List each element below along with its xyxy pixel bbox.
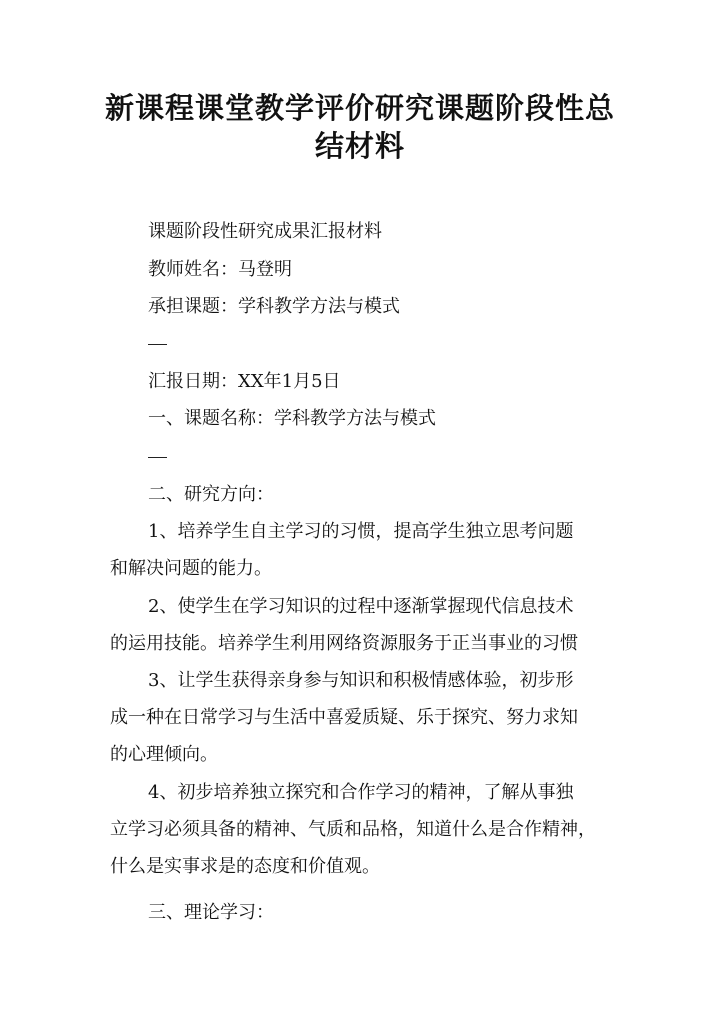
section-3-heading: 三、理论学习： bbox=[148, 902, 274, 923]
document-title-line-1: 新课程课堂教学评价研究课题阶段性总 bbox=[104, 91, 615, 125]
item-4-line-1: 4、初步培养独立探究和合作学习的精神，了解从事独 bbox=[148, 782, 574, 803]
item-4-line-3: 什么是实事求是的态度和价值观。 bbox=[110, 856, 380, 877]
document-title-line-2: 结材料 bbox=[314, 129, 405, 163]
section-2-heading: 二、研究方向： bbox=[148, 484, 274, 505]
item-3-line-3: 的心理倾向。 bbox=[110, 744, 218, 765]
item-1-line-2: 和解决问题的能力。 bbox=[110, 558, 272, 579]
project-name: 承担课题：学科教学方法与模式 bbox=[148, 296, 400, 317]
item-4-line-2: 立学习必须具备的精神、气质和品格，知道什么是合作精神， bbox=[110, 819, 596, 840]
item-3-line-1: 3、让学生获得亲身参与知识和积极情感体验，初步形 bbox=[148, 670, 574, 691]
item-1-line-1: 1、培养学生自主学习的习惯，提高学生独立思考问题 bbox=[148, 521, 574, 542]
divider-dash bbox=[148, 457, 167, 458]
report-date: 汇报日期：XX年1月5日 bbox=[148, 371, 341, 392]
section-1-heading: 一、课题名称：学科教学方法与模式 bbox=[148, 408, 436, 429]
item-3-line-2: 成一种在日常学习与生活中喜爱质疑、乐于探究、努力求知 bbox=[110, 707, 578, 728]
subtitle: 课题阶段性研究成果汇报材料 bbox=[148, 221, 382, 242]
divider-dash bbox=[148, 344, 167, 345]
teacher-name: 教师姓名：马登明 bbox=[148, 259, 292, 280]
item-2-line-1: 2、使学生在学习知识的过程中逐渐掌握现代信息技术 bbox=[148, 596, 574, 617]
item-2-line-2: 的运用技能。培养学生利用网络资源服务于正当事业的习惯 bbox=[110, 633, 578, 654]
